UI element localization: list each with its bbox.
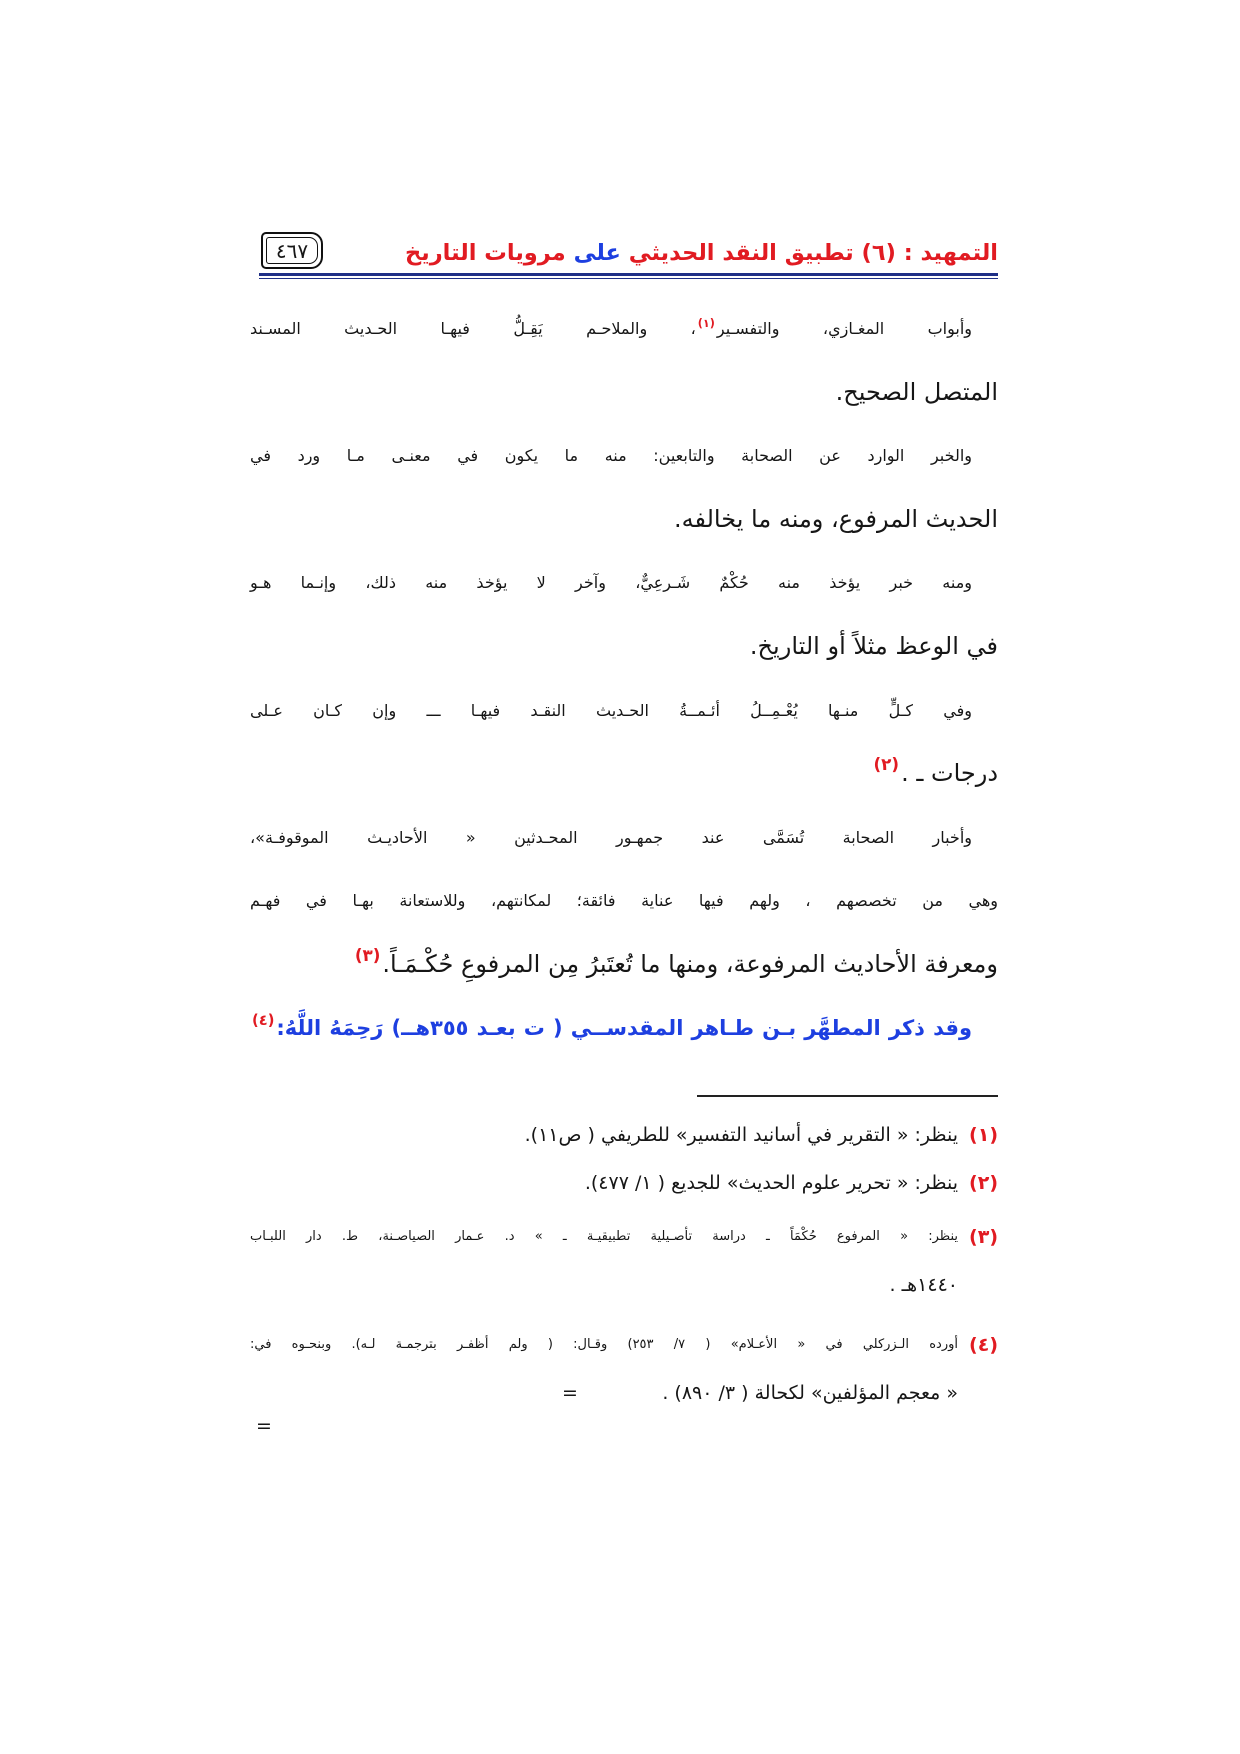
- paragraph: [250, 297, 998, 424]
- line-text: ، والملاحـم يَقِـلُّ فيهـا الحـديث المسـند: [250, 319, 696, 338]
- text-line: [250, 361, 998, 425]
- line-text: وقد ذكر المطهَّر بـن طـاهر المقدســي ( ت بعـد ٣٥٥هــ) رَحِمَهُ اللَّهُ:: [276, 1015, 972, 1040]
- line-text: المتصل الصحيح.: [835, 377, 998, 406]
- footnote-number: (١): [969, 1124, 998, 1146]
- footnote-separator: [697, 1095, 998, 1097]
- footnotes: [250, 1111, 998, 1417]
- line-text: في الوعظ مثلاً أو التاريخ.: [749, 631, 998, 660]
- line-text: درجات ـ .: [901, 759, 998, 788]
- header-title-middle: على: [573, 240, 621, 266]
- footnote-line: ينظر: « التقرير في أسانيد التفسير» للطريفي ( ص١١).: [524, 1124, 958, 1146]
- paragraph: [250, 679, 998, 806]
- footnote-line: ينظر: « المرفوع حُكْمَاً ـ دراسة تأصـيلية تطبيقيـة ـ » د. عـمار الصياصـنة، ط. دار اللبـاب: [250, 1229, 958, 1244]
- page-number-box: [261, 232, 323, 269]
- paragraph: [250, 806, 998, 997]
- paragraph: [250, 551, 998, 678]
- footnote-body: [250, 1159, 958, 1207]
- text-line: [250, 551, 998, 615]
- text-line: [250, 297, 998, 361]
- footnote-number: (٤): [969, 1334, 998, 1356]
- page-number: ٤٦٧: [266, 237, 318, 264]
- continuation-mark: =: [256, 1415, 272, 1437]
- footnote-number: (٣): [969, 1226, 998, 1248]
- text-line: [250, 869, 998, 933]
- line-text: والخبر الوارد عن الصحابة والتابعين: منه ما يكون في معنـى مـا ورد في: [250, 446, 972, 466]
- footnote-line: ١٤٤٠هـ .: [889, 1274, 958, 1296]
- text-line: [250, 806, 998, 870]
- text-line: [250, 615, 998, 679]
- line-text: وأبواب المغـازي، والتفسـير: [716, 319, 972, 338]
- footnote-line: أورده الـزركلي في « الأعـلام» ( ٧/ ٢٥٣) وقـال: ( ولم أظفـر بترجمـة لـه). وبنحـوه في:: [250, 1337, 958, 1352]
- text-line: [250, 488, 998, 552]
- text-line: [250, 679, 998, 743]
- highlighted-paragraph: [250, 997, 998, 1061]
- line-text: ومعرفة الأحاديث المرفوعة، ومنها ما تُعتَبرُ مِن المرفوعِ حُكْـمَـاً.: [382, 949, 998, 978]
- footnote: [250, 1159, 998, 1207]
- footnote-ref: (٣): [354, 945, 381, 966]
- text-line: [250, 424, 998, 488]
- line-text: وأخبار الصحابة تُسَمَّى عند جمهـور المحـدثين « الأحاديـث الموقوفـة»،: [250, 827, 972, 847]
- footnote-body: [250, 1111, 958, 1159]
- line-text: وهي من تخصصهم ، ولهم فيها عناية فائقة؛ لمكانتهم، وللاستعانة بهـا في فهـم: [250, 891, 998, 911]
- body-text: [250, 297, 998, 1060]
- footnote-ref: (٢): [873, 754, 900, 775]
- line-text: وفي كـلٍّ منـها يُعْـمِــلُ أئـمــةُ الحـديث النقـد فيهـا ـــ وإن كـان عـلى: [250, 700, 972, 720]
- footnote-line: « معجم المؤلفين» لكحالة ( ٣/ ٨٩٠) .: [662, 1382, 958, 1404]
- footnote-body: [250, 1213, 958, 1309]
- footnote-ref: (٤): [252, 1011, 275, 1029]
- footnote-body: [250, 1321, 958, 1417]
- footnote-line: ينظر: « تحرير علوم الحديث» للجديع ( ١/ ٤٧٧).: [584, 1172, 958, 1194]
- text-line: [250, 742, 998, 806]
- text-line: [250, 997, 998, 1061]
- footnote: [250, 1321, 998, 1417]
- continuation-mark: =: [562, 1382, 578, 1404]
- footnote: [250, 1111, 998, 1159]
- line-text: الحديث المرفوع، ومنه ما يخالفه.: [673, 504, 998, 533]
- header-title-start: التمهيد : (٦) تطبيق النقد الحديثي: [628, 240, 998, 266]
- paragraph: [250, 424, 998, 551]
- line-text: ومنه خبر يؤخذ منه حُكْمٌ شَـرعِيٌّ، وآخر لا يؤخذ منه ذلك، وإنـما هـو: [250, 573, 972, 593]
- header-title-end: مرويات التاريخ: [405, 240, 566, 266]
- footnote: [250, 1213, 998, 1309]
- header-double-rule: [259, 273, 998, 279]
- running-header-title: [398, 233, 998, 273]
- footnote-ref: (١): [697, 316, 715, 330]
- footnote-number: (٢): [969, 1172, 998, 1194]
- text-line: [250, 933, 998, 997]
